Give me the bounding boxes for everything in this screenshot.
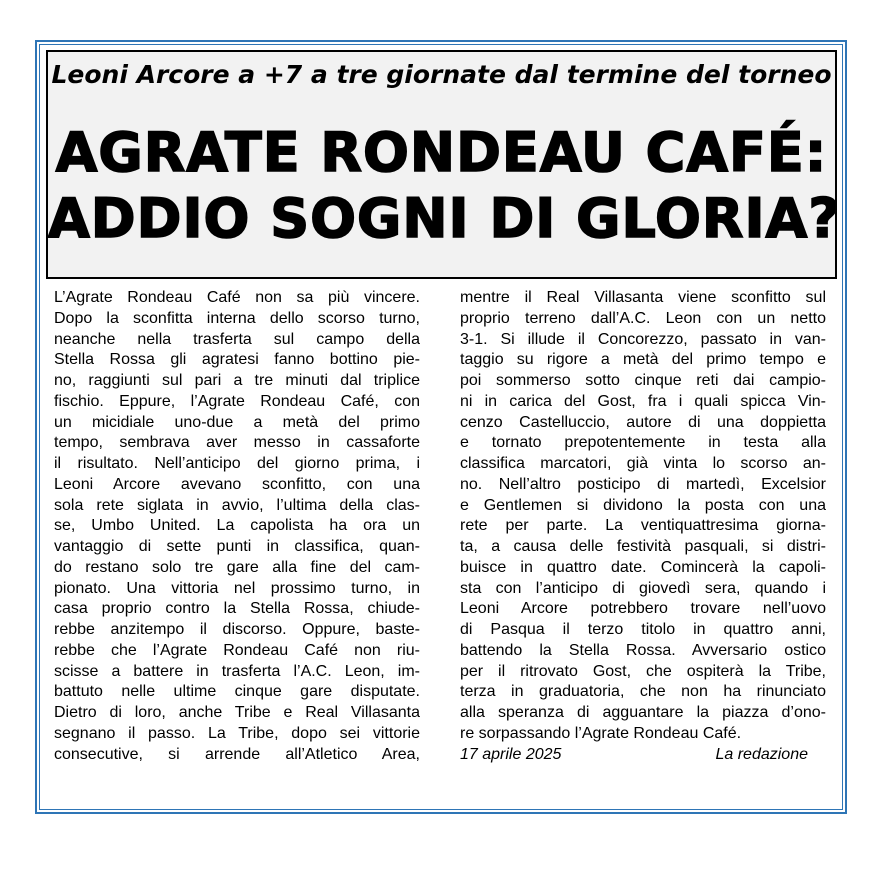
body-line: do restano solo tre gare alla fine del cam-	[54, 558, 420, 576]
body-line: se, Umbo United. La capolista ha ora un	[54, 517, 420, 535]
body-line: e tornato prepotentemente in testa alla	[460, 434, 826, 452]
body-line: sta con l’anticipo di giovedì sera, quando i	[460, 579, 826, 597]
body-line: scisse a battere in trasferta l’A.C. Leon, im-	[54, 662, 420, 680]
body-line: alla speranza di agguantare la piazza d’ono-	[460, 704, 826, 721]
body-line: Leoni Arcore potrebbero trovare nell’uovo	[460, 600, 826, 618]
body-line: cenzo Castelluccio, autore di una doppietta	[460, 413, 826, 431]
headline-line-2: ADDIO SOGNI DI GLORIA?	[48, 187, 841, 250]
body-line: Stella Rossa gli agratesi fanno bottino pie-	[54, 351, 420, 369]
article-date: 17 aprile 2025	[460, 745, 562, 763]
body-line: rebbe anzitempo il discorso. Oppure, baste-	[54, 621, 420, 638]
body-line: segnano il passo. La Tribe, dopo sei vittorie	[54, 724, 420, 742]
body-line: tempo, sembrava aver messo in cassaforte	[54, 434, 420, 452]
body-line: battuto nelle ultime cinque gare disputate.	[54, 683, 420, 701]
body-line: ni in carica del Gost, fra i quali spicca Vin-	[460, 392, 826, 410]
body-line: casa proprio contro la Stella Rossa, chiude-	[54, 600, 420, 618]
body-line: pionato. Una vittoria nel prossimo turno, in	[54, 579, 420, 597]
body-line: vantaggio di sette punti in classifica, quan-	[54, 538, 420, 555]
headline	[48, 120, 841, 252]
body-line: rebbe che l’Agrate Rondeau Café non riu-	[54, 641, 420, 659]
kicker: Leoni Arcore a +7 a tre giornate dal termine del torneo	[51, 60, 832, 89]
headline-box	[46, 50, 841, 279]
body-line: consecutive, si arrende all’Atletico Area,	[54, 745, 420, 763]
headline-line-1: AGRATE RONDEAU CAFÉ:	[55, 121, 828, 184]
body-line: proprio terreno dall’A.C. Leon con un netto	[460, 309, 826, 327]
body-line: classifica marcatori, già vinta lo scorso an-	[460, 455, 826, 472]
body-line: di Pasqua il terzo titolo in quattro anni,	[460, 621, 826, 638]
body-line: fischio. Eppure, l’Agrate Rondeau Café, con	[54, 392, 420, 410]
body-line: e Gentlemen si dividono la posta con una	[460, 496, 826, 514]
body-line: sola rete siglata in avvio, l’ultima della clas-	[54, 496, 420, 514]
body-line: neanche nella trasferta sul campo della	[54, 330, 420, 348]
body-line: poi sommerso sotto cinque reti dai campio-	[460, 372, 826, 389]
body-line: Dopo la sconfitta interna dello scorso turno,	[54, 309, 420, 327]
body-line: rete per parte. La ventiquattresima giorna-	[460, 517, 826, 535]
body-line: no, raggiunti sul pari a tre minuti dal triplice	[54, 372, 420, 389]
body-line: re sorpassando l’Agrate Rondeau Café.	[460, 724, 742, 742]
body-line: L’Agrate Rondeau Café non sa più vincere.	[54, 289, 420, 306]
body-line: buisce in quattro date. Comincerà la capoli-	[460, 558, 826, 576]
body-line: Dietro di loro, anche Tribe e Real Villasanta	[54, 704, 420, 721]
body-line: per il ritrovato Gost, che ospiterà la Tribe,	[460, 662, 826, 680]
article-footer	[460, 745, 826, 766]
body-line: no. Nell’altro posticipo di martedì, Excelsior	[460, 475, 826, 493]
body-line: terza in graduatoria, che non ha rinunciato	[460, 683, 826, 701]
body-line: il risultato. Nell’anticipo del giorno prima, i	[54, 455, 420, 472]
body-line: un micidiale uno-due a metà del primo	[54, 413, 420, 431]
body-line: ta, a causa delle festività pasquali, si distri-	[460, 538, 826, 555]
body-line: mentre il Real Villasanta viene sconfitto sul	[460, 289, 826, 306]
body-line: battendo la Stella Rossa. Avversario ostico	[460, 641, 826, 659]
body-line: Leoni Arcore avevano sconfitto, con una	[54, 475, 420, 493]
byline: La redazione	[715, 745, 808, 763]
article-column-left	[54, 288, 420, 765]
article-column-right	[460, 288, 826, 765]
body-line: taggio su rigore a metà del primo tempo e	[460, 351, 826, 369]
body-line: 3-1. Si illude il Concorezzo, passato in van-	[460, 330, 826, 348]
